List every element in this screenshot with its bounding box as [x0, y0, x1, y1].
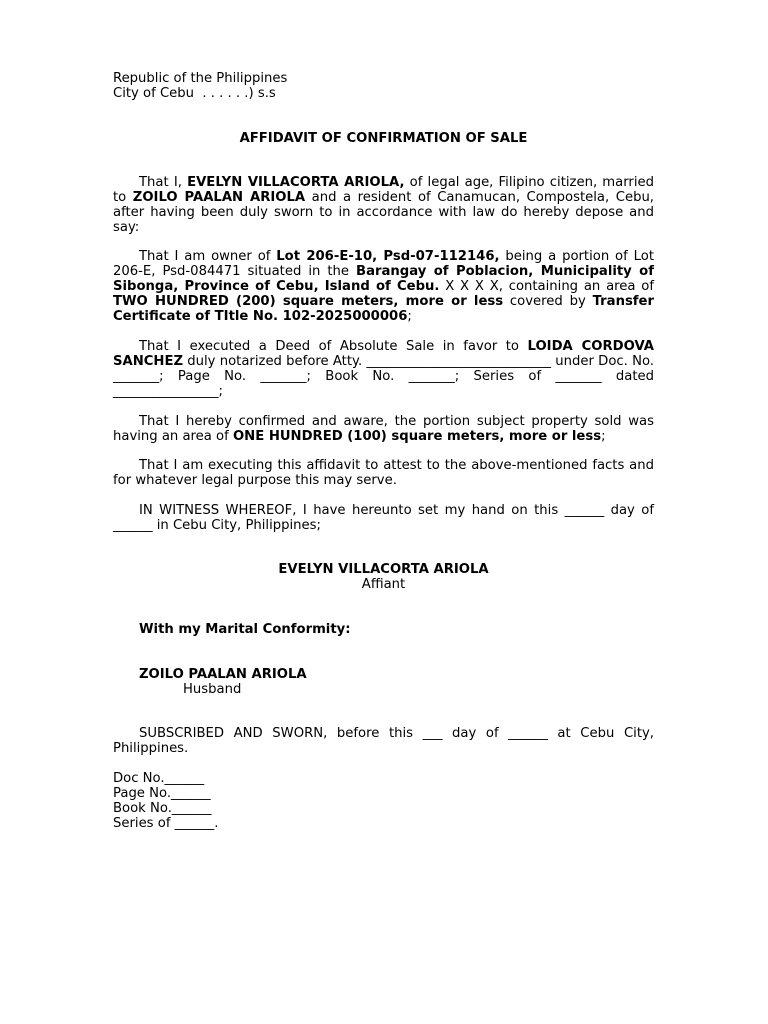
venue-line-2: City of Cebu . . . . . .) s.s [113, 86, 276, 101]
series-of: Series of ______. [113, 816, 219, 831]
p1-text-3: and a resident of Canamucan, Compostela, Cebu, after having been duly sworn to in accordance with law do hereby depose and say: [113, 190, 654, 235]
affiant-name-inline: EVELYN VILLACORTA ARIOLA, [187, 175, 405, 190]
document-title-wrap [113, 131, 654, 146]
paragraph-purpose: That I am executing this affidavit to attest to the above-mentioned facts and for whatever legal purpose this may serve. [113, 458, 654, 488]
paragraph-confirmation [113, 414, 654, 444]
p4-text-1: That I hereby confirmed and aware, the portion subject property sold was having an area of [113, 414, 654, 444]
property-location: Barangay of Poblacion, Municipality of Sibonga, Province of Cebu, Island of Cebu. [113, 264, 654, 294]
husband-name: ZOILO PAALAN ARIOLA [139, 667, 307, 682]
p2-text-5: ; [407, 309, 412, 324]
p2-text-1: That I am owner of [139, 249, 277, 264]
p2-text-4: covered by [503, 294, 593, 309]
notarial-register [113, 771, 654, 831]
p3-text-2: duly notarized before Atty. ____________________________ under Doc. No. _______; Page No. _______; Book No. _______; Series of _______ dated ________________; [113, 354, 654, 399]
paragraph-identity [113, 175, 654, 235]
marital-conformity-label-wrap [139, 622, 680, 637]
property-area: TWO HUNDRED (200) square meters, more or less [113, 294, 504, 309]
husband-signature-block [139, 667, 680, 697]
husband-role: Husband [183, 682, 242, 697]
book-no: Book No.______ [113, 801, 212, 816]
paragraph-ownership [113, 249, 654, 324]
p3-text-1: That I executed a Deed of Absolute Sale in favor to [139, 339, 528, 354]
document-title: AFFIDAVIT OF CONFIRMATION OF SALE [239, 131, 528, 146]
paragraph-witness: IN WITNESS WHEREOF, I have hereunto set my hand on this ______ day of ______ in Cebu City, Philippines; [113, 503, 654, 533]
buyer-name: LOIDA CORDOVA SANCHEZ [113, 339, 654, 369]
page-no: Page No.______ [113, 786, 211, 801]
doc-no: Doc No.______ [113, 771, 205, 786]
sold-area: ONE HUNDRED (100) square meters, more or less [232, 429, 602, 444]
jurat-paragraph: SUBSCRIBED AND SWORN, before this ___ day of ______ at Cebu City, Philippines. [113, 726, 654, 756]
venue-header [113, 71, 654, 101]
p1-text-1: That I, [139, 175, 188, 190]
affiant-role: Affiant [361, 577, 406, 592]
marital-conformity-label: With my Marital Conformity: [139, 622, 351, 637]
p4-text-2: ; [601, 429, 606, 444]
p2-text-3: X X X X, containing an area of [439, 279, 654, 294]
affiant-signature-block [113, 562, 654, 592]
title-number: Transfer Certificate of TItle No. 102-2025000006 [113, 294, 654, 324]
venue-line-1: Republic of the Philippines [113, 71, 288, 86]
p1-text-2: of legal age, Filipino citizen, married to [113, 175, 654, 205]
paragraph-deed-of-sale [113, 339, 654, 399]
p2-text-2: being a portion of Lot 206-E, Psd-084471 situated in the [113, 249, 654, 279]
affiant-name: EVELYN VILLACORTA ARIOLA [278, 562, 489, 577]
spouse-name-inline: ZOILO PAALAN ARIOLA [132, 190, 306, 205]
lot-number: Lot 206-E-10, Psd-07-112146, [276, 249, 500, 264]
